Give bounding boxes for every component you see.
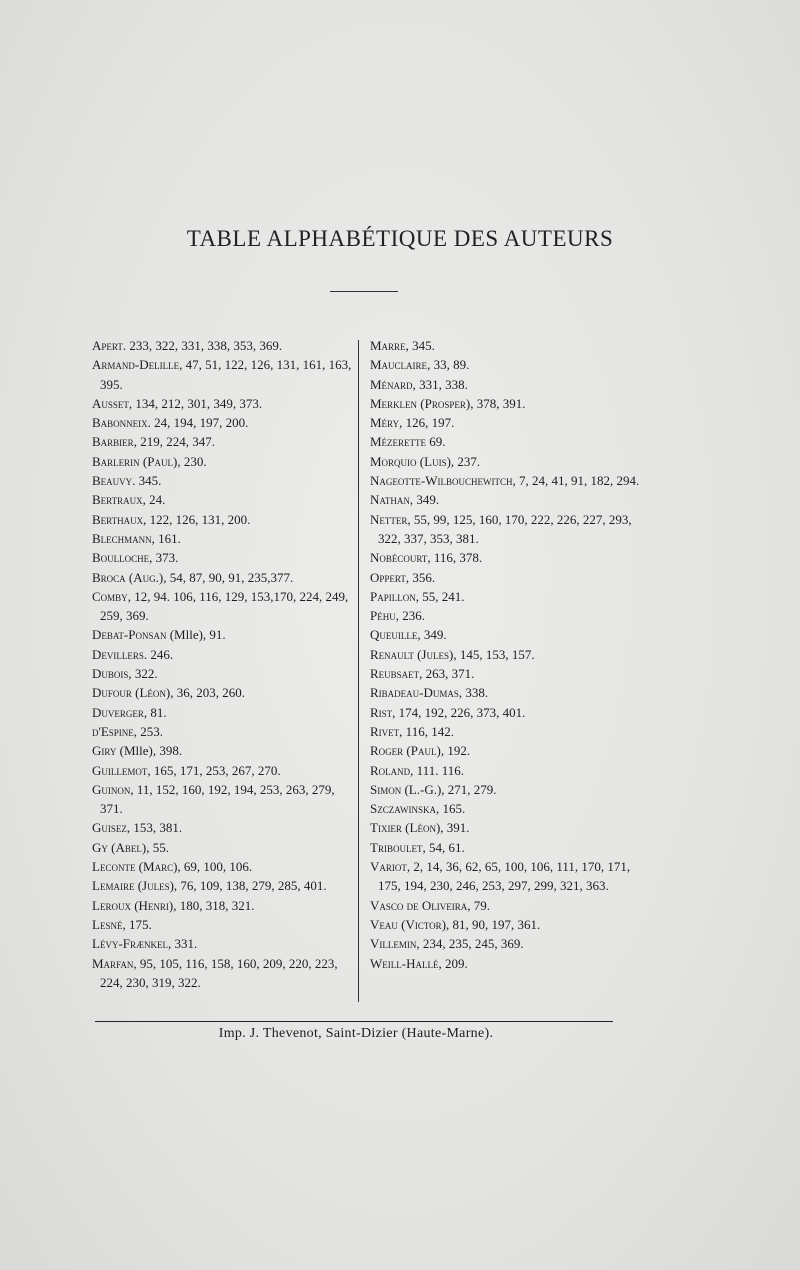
author-name: Tixier (Léon) bbox=[370, 820, 441, 836]
author-name: Péhu bbox=[370, 608, 396, 624]
index-entry bbox=[92, 432, 354, 451]
author-name: Roland bbox=[370, 762, 411, 778]
author-name: Oppert bbox=[370, 569, 406, 585]
author-name: Morquio (Luis) bbox=[370, 453, 451, 469]
page-references: , 116, 378. bbox=[427, 550, 483, 566]
page-references: , 55, 99, 125, 160, 170, 222, 226, 227, 293, 322, 337, 353, 381. bbox=[378, 511, 632, 546]
index-entry bbox=[92, 896, 354, 915]
author-name: Nathan bbox=[370, 492, 410, 508]
page-references: , 356. bbox=[405, 569, 436, 585]
index-entry bbox=[370, 452, 640, 471]
index-entry bbox=[92, 761, 354, 780]
page-references: , 54, 61. bbox=[422, 839, 465, 855]
author-name: Ménard bbox=[370, 376, 413, 392]
author-name: Guillemot bbox=[92, 762, 148, 778]
index-entry bbox=[92, 394, 354, 413]
column-divider bbox=[358, 340, 359, 1002]
index-entry bbox=[370, 761, 640, 780]
index-entry bbox=[370, 490, 640, 509]
page-references: , 373. bbox=[149, 550, 179, 566]
page-references: , 378, 391. bbox=[470, 395, 526, 411]
page-references: , 69, 100, 106. bbox=[177, 859, 253, 875]
index-entry bbox=[92, 954, 354, 993]
author-name: d'Espine bbox=[92, 723, 134, 739]
page-references: , 24. bbox=[142, 492, 166, 508]
index-entry bbox=[370, 722, 640, 741]
author-name: Boulloche bbox=[92, 550, 150, 566]
page-references: , 2, 14, 36, 62, 65, 100, 106, 111, 170, 171, 175, 194, 230, 246, 253, 297, 299, 321, 363. bbox=[378, 859, 631, 894]
author-name: Babonneix bbox=[92, 415, 148, 431]
page-references: , 55. bbox=[146, 839, 169, 855]
page-references: , 234, 235, 245, 369. bbox=[416, 936, 524, 952]
page-references: , 36, 203, 260. bbox=[170, 685, 245, 701]
page-references: , 126, 197. bbox=[399, 415, 455, 431]
index-entry bbox=[370, 838, 640, 857]
index-entry bbox=[370, 934, 640, 953]
index-entry bbox=[370, 606, 640, 625]
index-entry bbox=[370, 375, 640, 394]
page-references: . 24, 194, 197, 200. bbox=[147, 415, 249, 431]
footer-rule bbox=[95, 1021, 613, 1022]
page-references: , 33, 89. bbox=[427, 357, 470, 373]
author-name: Duverger bbox=[92, 704, 144, 720]
index-entry bbox=[370, 799, 640, 818]
page-references: , 322. bbox=[128, 666, 158, 682]
page-references: , 11, 152, 160, 192, 194, 253, 263, 279, 371. bbox=[100, 781, 335, 817]
author-name: Blechmann bbox=[92, 530, 152, 546]
page-references: , 55, 241. bbox=[415, 588, 465, 604]
index-entry bbox=[92, 529, 354, 548]
author-name: Simon (L.-G.) bbox=[370, 781, 442, 797]
author-name: Papillon bbox=[370, 588, 416, 604]
page-references: , 253. bbox=[133, 723, 164, 739]
title-rule bbox=[330, 291, 398, 292]
index-entry bbox=[92, 915, 354, 934]
author-name: Nageotte-Wilbouchewitch bbox=[370, 473, 513, 489]
index-entry bbox=[92, 548, 354, 567]
page-references: , 116, 142. bbox=[399, 723, 454, 739]
page-references: , 47, 51, 122, 126, 131, 161, 163, 395. bbox=[100, 357, 352, 392]
author-name: Reubsaet bbox=[370, 666, 420, 682]
page-references: , 174, 192, 226, 373, 401. bbox=[392, 704, 526, 720]
author-name: Vasco de Oliveira bbox=[370, 897, 468, 913]
index-column-right bbox=[370, 336, 640, 973]
author-name: Netter bbox=[370, 511, 408, 527]
page-references: , 79. bbox=[467, 897, 491, 913]
index-entry bbox=[370, 741, 640, 760]
author-name: Variot bbox=[370, 859, 407, 875]
author-name: Guinon bbox=[92, 781, 131, 797]
index-entry bbox=[92, 857, 354, 876]
author-name: Weill-Hallé bbox=[370, 955, 439, 971]
page-references: . 345. bbox=[132, 473, 162, 489]
index-entry bbox=[92, 876, 354, 895]
index-entry bbox=[370, 780, 640, 799]
page-references: , 331. bbox=[168, 936, 198, 952]
index-entry bbox=[92, 741, 354, 760]
author-name: Mauclaire bbox=[370, 357, 428, 373]
author-name: Leconte (Marc) bbox=[92, 859, 178, 875]
page-references: , 349. bbox=[409, 492, 440, 508]
index-entry bbox=[92, 722, 354, 741]
page-references: , 331, 338. bbox=[412, 376, 468, 392]
index-entry bbox=[92, 471, 354, 490]
index-entry bbox=[92, 452, 354, 471]
index-entry bbox=[92, 645, 354, 664]
index-entry bbox=[370, 471, 640, 490]
index-entry bbox=[92, 568, 354, 587]
page-references: , 95, 105, 116, 158, 160, 209, 220, 223, 224, 230, 319, 322. bbox=[100, 955, 338, 990]
author-name: Szczawinska bbox=[370, 801, 437, 817]
page-references: , 338. bbox=[458, 685, 489, 701]
author-name: Debat-Ponsan bbox=[92, 627, 167, 643]
index-entry bbox=[370, 625, 640, 644]
index-entry bbox=[370, 818, 640, 837]
author-name: Renault (Jules) bbox=[370, 646, 454, 662]
page-references: , 81, 90, 197, 361. bbox=[446, 916, 541, 932]
index-entry bbox=[92, 510, 354, 529]
page-references: , 134, 212, 301, 349, 373. bbox=[128, 395, 263, 411]
author-name: Barlerin (Paul) bbox=[92, 453, 178, 469]
author-name: Mézerette bbox=[370, 434, 427, 450]
author-name: Roger (Paul) bbox=[370, 743, 441, 759]
index-entry bbox=[92, 336, 354, 355]
page-references: , 153, 381. bbox=[126, 820, 183, 836]
author-name: Triboulet bbox=[370, 839, 423, 855]
index-entry bbox=[370, 954, 640, 973]
author-name: Dufour (Léon) bbox=[92, 685, 171, 701]
page-references: , 271, 279. bbox=[441, 781, 497, 797]
index-entry bbox=[370, 683, 640, 702]
author-name: Devillers bbox=[92, 646, 144, 662]
author-name: Veau (Victor) bbox=[370, 916, 447, 932]
page-references: , 230. bbox=[177, 453, 207, 469]
author-name: Rist bbox=[370, 704, 393, 720]
index-entry bbox=[370, 394, 640, 413]
author-name: Queuille bbox=[370, 627, 418, 643]
index-entry bbox=[92, 703, 354, 722]
author-name: Dubois bbox=[92, 666, 129, 682]
page-references: . 233, 322, 331, 338, 353, 369. bbox=[122, 338, 283, 353]
index-entry bbox=[370, 548, 640, 567]
author-name: Ausset bbox=[92, 395, 129, 411]
index-entry bbox=[92, 683, 354, 702]
author-name: Comby bbox=[92, 588, 128, 604]
page-references: , 180, 318, 321. bbox=[173, 897, 255, 913]
index-entry bbox=[370, 336, 640, 355]
page-references: (Mlle), 398. bbox=[116, 743, 183, 759]
page-references: , 165. bbox=[436, 801, 466, 817]
author-name: Nobécourt bbox=[370, 550, 428, 566]
index-entry bbox=[92, 838, 354, 857]
page-references: , 161. bbox=[151, 530, 181, 546]
page-references: , 12, 94. 106, 116, 129, 153,170, 224, 249, 259, 369. bbox=[100, 588, 349, 624]
index-entry bbox=[92, 490, 354, 509]
index-entry bbox=[370, 432, 640, 451]
page-references: , 175. bbox=[122, 916, 152, 932]
page-references: , 81. bbox=[143, 704, 167, 720]
author-name: Armand-Delille bbox=[92, 357, 180, 373]
author-name: Gy (Abel) bbox=[92, 839, 147, 855]
author-name: Ribadeau-Dumas bbox=[370, 685, 459, 701]
author-name: Marre bbox=[370, 338, 406, 353]
index-entry bbox=[92, 818, 354, 837]
index-entry bbox=[370, 915, 640, 934]
author-name: Broca (Aug.) bbox=[92, 569, 164, 585]
index-entry bbox=[370, 645, 640, 664]
index-entry bbox=[370, 664, 640, 683]
author-name: Barbier bbox=[92, 434, 134, 450]
index-entry bbox=[92, 664, 354, 683]
page-title: TABLE ALPHABÉTIQUE DES AUTEURS bbox=[186, 226, 614, 251]
page-references: , 54, 87, 90, 91, 235,377. bbox=[163, 569, 294, 585]
author-name: Beauvy bbox=[92, 473, 133, 489]
page-references: , 219, 224, 347. bbox=[133, 434, 215, 450]
page-references: , 209. bbox=[438, 955, 468, 971]
page-references: , 192. bbox=[440, 743, 471, 759]
author-name: Giry bbox=[92, 743, 117, 759]
page-references: , 236. bbox=[395, 608, 425, 624]
page-references: , 122, 126, 131, 200. bbox=[143, 511, 251, 527]
author-name: Leroux (Henri) bbox=[92, 897, 174, 913]
author-name: Lévy-Frænkel bbox=[92, 936, 168, 952]
author-name: Marfan bbox=[92, 955, 134, 971]
author-name: Rivet bbox=[370, 723, 400, 739]
index-entry bbox=[370, 568, 640, 587]
author-name: Guisez bbox=[92, 820, 127, 836]
author-name: Bertraux bbox=[92, 492, 143, 508]
index-entry bbox=[92, 355, 354, 394]
page-references: , 145, 153, 157. bbox=[453, 646, 535, 662]
index-entry bbox=[370, 703, 640, 722]
author-name: Apert bbox=[92, 338, 123, 353]
index-entry bbox=[92, 625, 354, 644]
index-entry bbox=[92, 934, 354, 953]
page-references: , 345. bbox=[405, 338, 435, 353]
author-name: Méry bbox=[370, 415, 400, 431]
page-references: 69. bbox=[426, 434, 446, 450]
index-entry bbox=[370, 355, 640, 374]
page-references: (Mlle), 91. bbox=[166, 627, 226, 643]
page-references: , 7, 24, 41, 91, 182, 294. bbox=[512, 473, 640, 489]
index-entry bbox=[370, 857, 640, 896]
index-entry bbox=[92, 780, 354, 819]
index-entry bbox=[370, 413, 640, 432]
author-name: Villemin bbox=[370, 936, 417, 952]
index-entry bbox=[370, 510, 640, 549]
index-entry bbox=[92, 413, 354, 432]
printer-imprint: Imp. J. Thevenot, Saint-Dizier (Haute-Marne). bbox=[218, 1026, 494, 1041]
page-references: , 111. 116. bbox=[410, 762, 464, 778]
index-entry bbox=[370, 587, 640, 606]
page-references: , 76, 109, 138, 279, 285, 401. bbox=[173, 878, 327, 894]
author-name: Lesné bbox=[92, 916, 123, 932]
page-references: , 263, 371. bbox=[419, 666, 475, 682]
page-references: , 237. bbox=[450, 453, 481, 469]
author-name: Lemaire (Jules) bbox=[92, 878, 174, 894]
page-references: , 349. bbox=[417, 627, 447, 643]
page-references: , 391. bbox=[440, 820, 470, 836]
index-entry bbox=[370, 896, 640, 915]
page-references: . 246. bbox=[143, 646, 174, 662]
page-references: , 165, 171, 253, 267, 270. bbox=[147, 762, 281, 778]
index-column-left bbox=[92, 336, 354, 992]
author-name: Berthaux bbox=[92, 511, 144, 527]
index-entry bbox=[92, 587, 354, 626]
author-name: Merklen (Prosper) bbox=[370, 395, 471, 411]
